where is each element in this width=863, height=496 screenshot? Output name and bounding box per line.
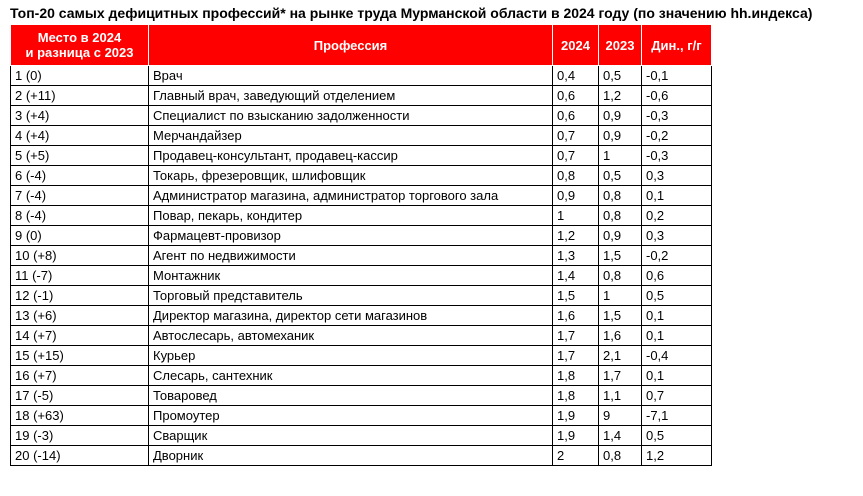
cell-2023: 1	[599, 286, 642, 306]
cell-2023: 0,8	[599, 446, 642, 466]
cell-place: 10 (+8)	[11, 246, 149, 266]
cell-2023: 1,7	[599, 366, 642, 386]
cell-dynamics: 0,5	[642, 426, 712, 446]
cell-profession: Директор магазина, директор сети магазинов	[149, 306, 553, 326]
table-row	[11, 366, 712, 386]
cell-2023: 0,8	[599, 266, 642, 286]
cell-place: 16 (+7)	[11, 366, 149, 386]
cell-dynamics: 0,1	[642, 366, 712, 386]
cell-profession: Токарь, фрезеровщик, шлифовщик	[149, 166, 553, 186]
cell-place: 9 (0)	[11, 226, 149, 246]
cell-profession: Мерчандайзер	[149, 126, 553, 146]
cell-dynamics: -7,1	[642, 406, 712, 426]
cell-place: 1 (0)	[11, 66, 149, 86]
cell-2024: 1,7	[553, 326, 599, 346]
cell-2024: 1,9	[553, 406, 599, 426]
professions-table	[10, 24, 712, 466]
cell-place: 11 (-7)	[11, 266, 149, 286]
cell-place: 12 (-1)	[11, 286, 149, 306]
cell-profession: Торговый представитель	[149, 286, 553, 306]
cell-2024: 2	[553, 446, 599, 466]
table-row	[11, 66, 712, 86]
cell-2024: 1,2	[553, 226, 599, 246]
table-row	[11, 206, 712, 226]
cell-dynamics: 0,3	[642, 166, 712, 186]
table-row	[11, 246, 712, 266]
column-header-2023: 2023	[599, 25, 642, 66]
cell-profession: Товаровед	[149, 386, 553, 406]
table-header-row	[11, 25, 712, 66]
cell-2024: 1,4	[553, 266, 599, 286]
cell-profession: Администратор магазина, администратор торгового зала	[149, 186, 553, 206]
cell-2024: 0,6	[553, 106, 599, 126]
cell-profession: Повар, пекарь, кондитер	[149, 206, 553, 226]
column-header-profession: Профессия	[149, 25, 553, 66]
cell-2023: 0,5	[599, 66, 642, 86]
cell-dynamics: -0,4	[642, 346, 712, 366]
cell-2023: 2,1	[599, 346, 642, 366]
cell-2023: 1,1	[599, 386, 642, 406]
column-header-dynamics: Дин., г/г	[642, 25, 712, 66]
cell-dynamics: 0,3	[642, 226, 712, 246]
cell-dynamics: -0,1	[642, 66, 712, 86]
page-title: Топ-20 самых дефицитных профессий* на рынке труда Мурманской области в 2024 году (по значению hh.индекса)	[10, 5, 813, 21]
column-header-place	[11, 25, 149, 66]
cell-place: 7 (-4)	[11, 186, 149, 206]
table-row	[11, 166, 712, 186]
cell-2023: 1	[599, 146, 642, 166]
cell-profession: Главный врач, заведующий отделением	[149, 86, 553, 106]
cell-2024: 1,7	[553, 346, 599, 366]
cell-dynamics: -0,2	[642, 126, 712, 146]
cell-dynamics: -0,3	[642, 146, 712, 166]
cell-place: 5 (+5)	[11, 146, 149, 166]
table-row	[11, 226, 712, 246]
cell-place: 3 (+4)	[11, 106, 149, 126]
cell-place: 17 (-5)	[11, 386, 149, 406]
table-row	[11, 266, 712, 286]
cell-2023: 0,9	[599, 106, 642, 126]
cell-place: 13 (+6)	[11, 306, 149, 326]
table-row	[11, 386, 712, 406]
cell-place: 19 (-3)	[11, 426, 149, 446]
table-row	[11, 346, 712, 366]
column-header-place-line1: Место в 2024	[37, 30, 122, 45]
cell-dynamics: -0,2	[642, 246, 712, 266]
cell-place: 15 (+15)	[11, 346, 149, 366]
column-header-2024: 2024	[553, 25, 599, 66]
table-row	[11, 406, 712, 426]
table-row	[11, 146, 712, 166]
table-row	[11, 326, 712, 346]
cell-2023: 9	[599, 406, 642, 426]
cell-profession: Слесарь, сантехник	[149, 366, 553, 386]
cell-2023: 1,4	[599, 426, 642, 446]
cell-2024: 1,9	[553, 426, 599, 446]
cell-2023: 1,6	[599, 326, 642, 346]
cell-2024: 0,6	[553, 86, 599, 106]
cell-2023: 0,9	[599, 126, 642, 146]
cell-profession: Сварщик	[149, 426, 553, 446]
cell-dynamics: -0,6	[642, 86, 712, 106]
cell-2024: 1	[553, 206, 599, 226]
cell-2024: 0,7	[553, 146, 599, 166]
table-row	[11, 106, 712, 126]
cell-profession: Фармацевт-провизор	[149, 226, 553, 246]
cell-2024: 1,8	[553, 386, 599, 406]
cell-2024: 0,4	[553, 66, 599, 86]
cell-profession: Врач	[149, 66, 553, 86]
cell-profession: Курьер	[149, 346, 553, 366]
table-row	[11, 306, 712, 326]
cell-dynamics: 0,6	[642, 266, 712, 286]
cell-2024: 0,8	[553, 166, 599, 186]
cell-2024: 1,3	[553, 246, 599, 266]
cell-2023: 1,5	[599, 246, 642, 266]
cell-place: 2 (+11)	[11, 86, 149, 106]
cell-place: 8 (-4)	[11, 206, 149, 226]
cell-profession: Автослесарь, автомеханик	[149, 326, 553, 346]
table-row	[11, 86, 712, 106]
cell-profession: Агент по недвижимости	[149, 246, 553, 266]
cell-place: 6 (-4)	[11, 166, 149, 186]
cell-2023: 0,8	[599, 206, 642, 226]
table-row	[11, 286, 712, 306]
cell-dynamics: 0,1	[642, 306, 712, 326]
cell-2024: 0,9	[553, 186, 599, 206]
cell-2024: 1,8	[553, 366, 599, 386]
cell-profession: Монтажник	[149, 266, 553, 286]
cell-2024: 0,7	[553, 126, 599, 146]
cell-profession: Промоутер	[149, 406, 553, 426]
cell-place: 20 (-14)	[11, 446, 149, 466]
cell-dynamics: 1,2	[642, 446, 712, 466]
cell-2023: 1,5	[599, 306, 642, 326]
cell-2024: 1,5	[553, 286, 599, 306]
cell-dynamics: -0,3	[642, 106, 712, 126]
cell-profession: Продавец-консультант, продавец-кассир	[149, 146, 553, 166]
cell-dynamics: 0,1	[642, 186, 712, 206]
table-body	[11, 66, 712, 466]
cell-2023: 0,9	[599, 226, 642, 246]
cell-profession: Дворник	[149, 446, 553, 466]
cell-2023: 0,5	[599, 166, 642, 186]
cell-2023: 0,8	[599, 186, 642, 206]
table-row	[11, 126, 712, 146]
table-row	[11, 186, 712, 206]
cell-dynamics: 0,2	[642, 206, 712, 226]
cell-profession: Специалист по взысканию задолженности	[149, 106, 553, 126]
cell-2024: 1,6	[553, 306, 599, 326]
table-row	[11, 426, 712, 446]
cell-dynamics: 0,5	[642, 286, 712, 306]
cell-place: 4 (+4)	[11, 126, 149, 146]
cell-dynamics: 0,1	[642, 326, 712, 346]
cell-dynamics: 0,7	[642, 386, 712, 406]
cell-place: 18 (+63)	[11, 406, 149, 426]
cell-place: 14 (+7)	[11, 326, 149, 346]
column-header-place-line2: и разница с 2023	[25, 45, 134, 60]
cell-2023: 1,2	[599, 86, 642, 106]
table-row	[11, 446, 712, 466]
